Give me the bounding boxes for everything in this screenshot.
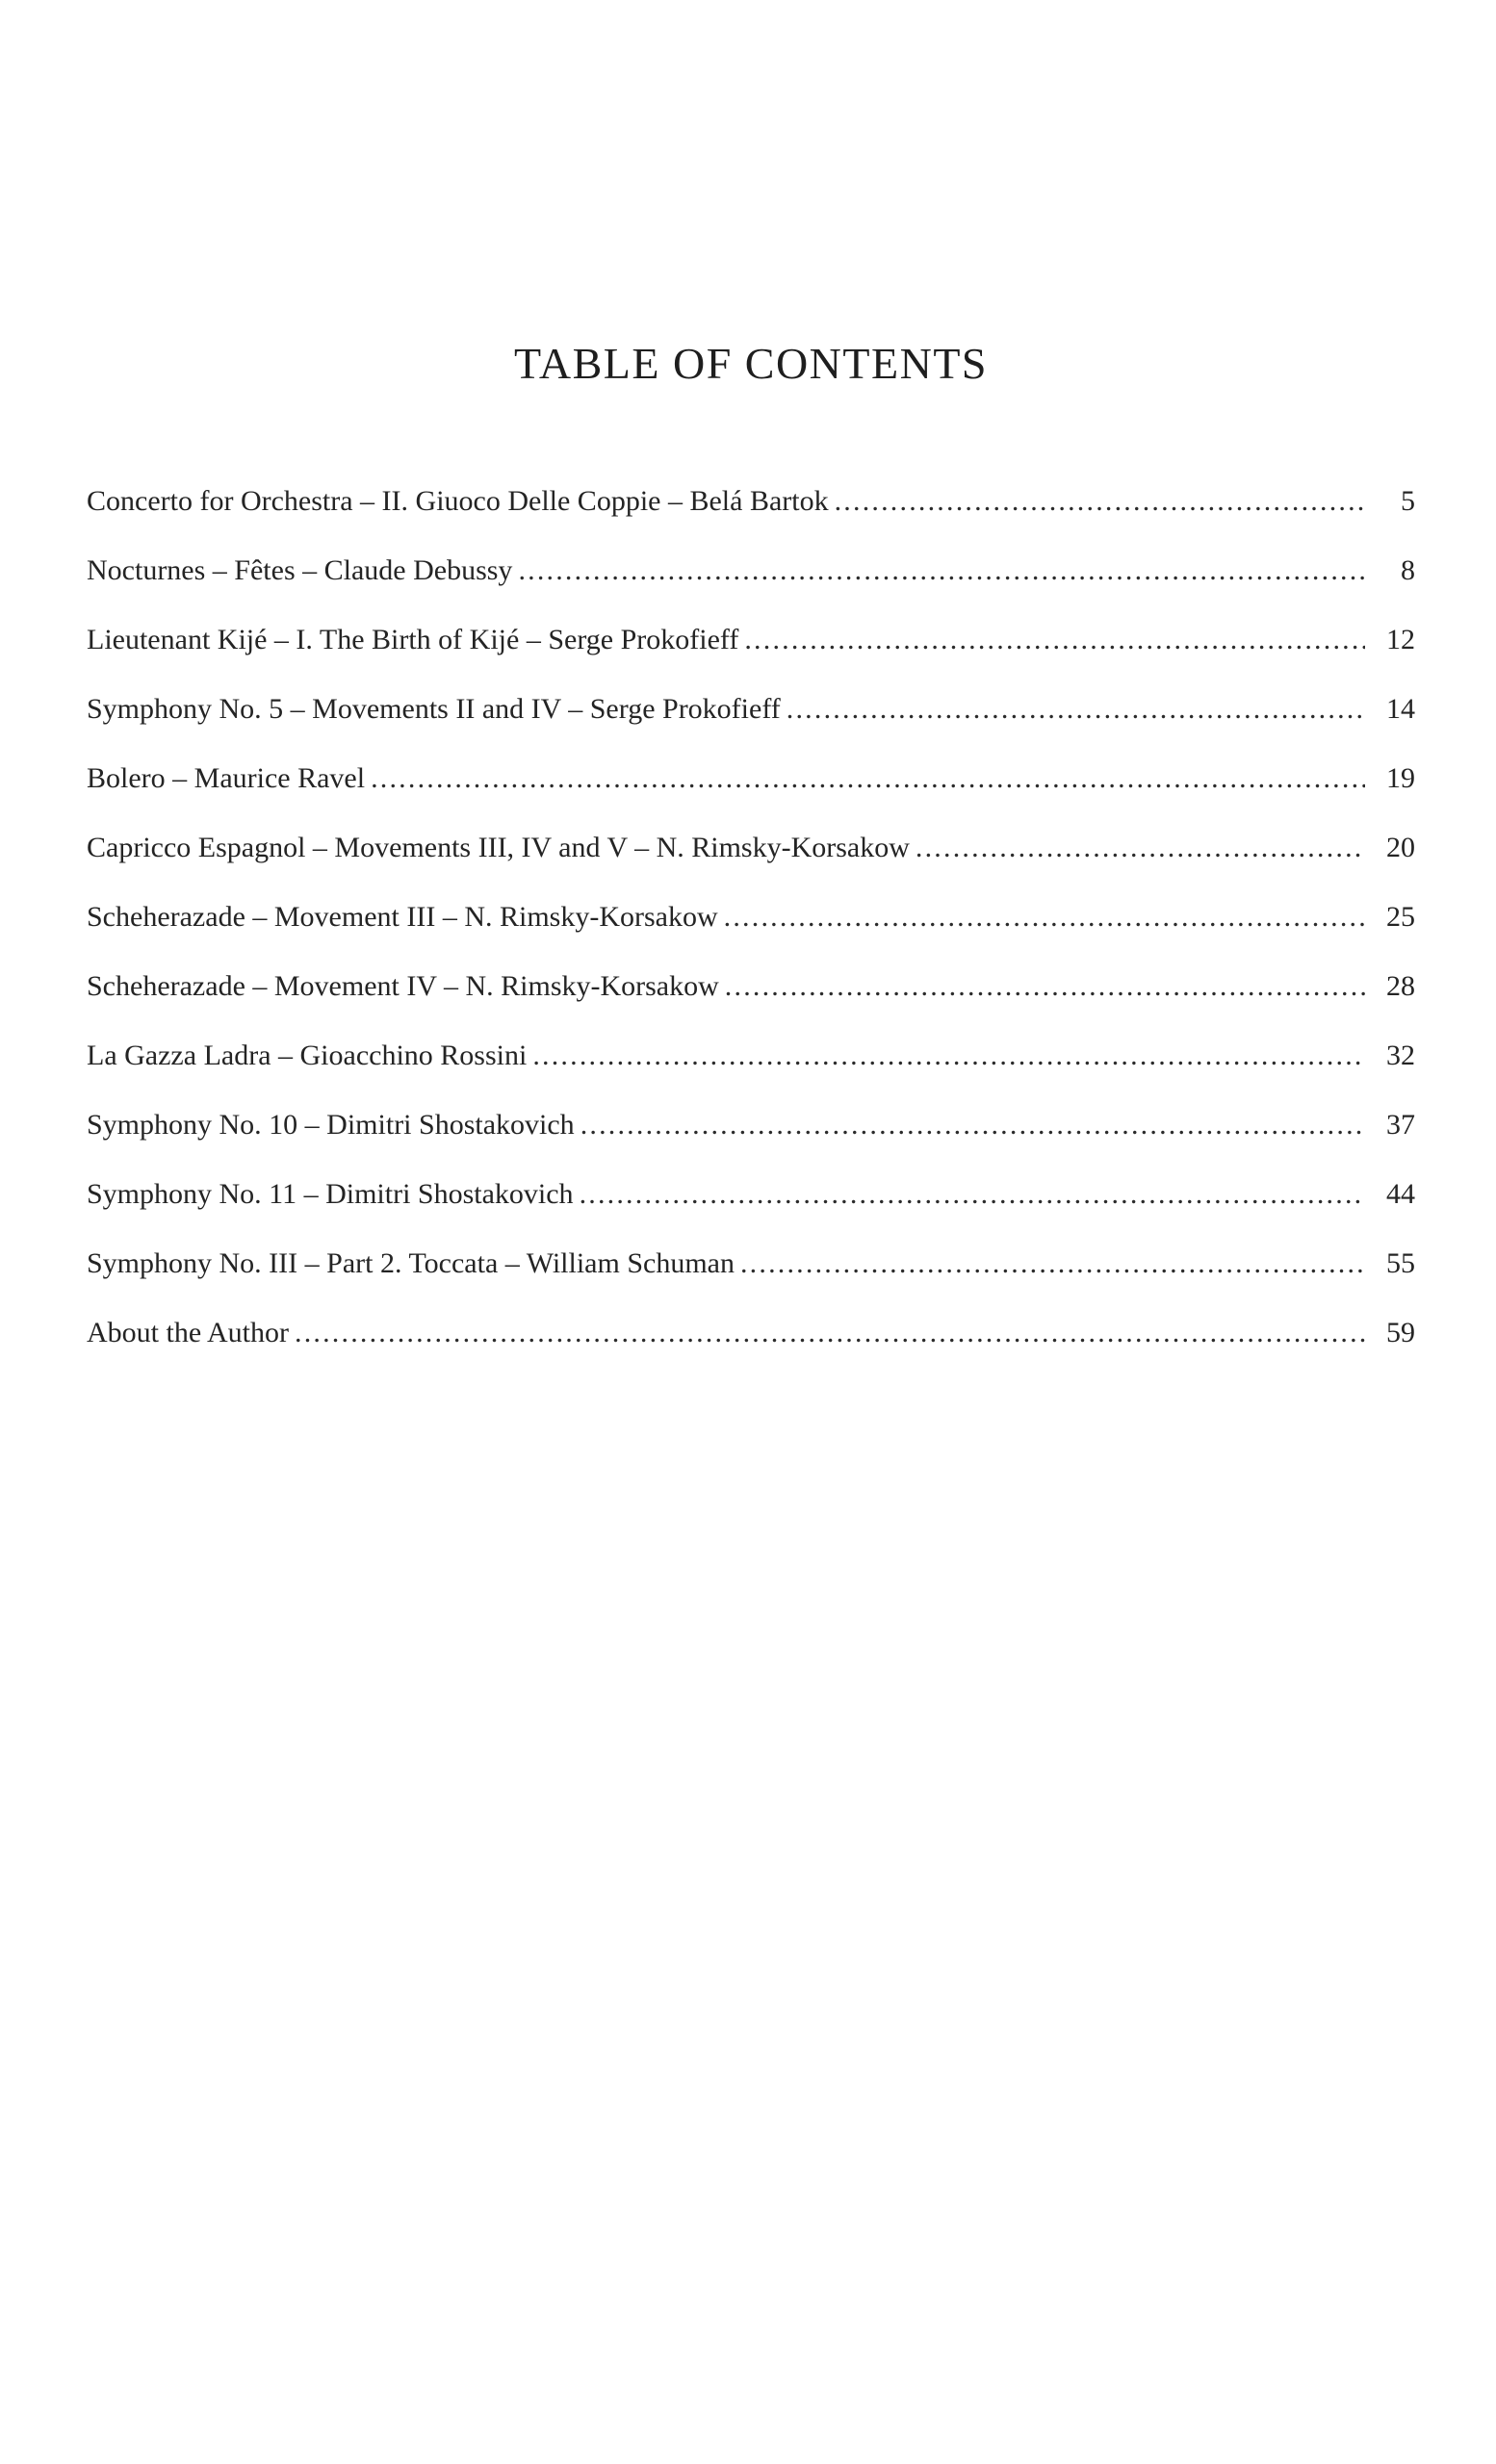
dot-leader [781, 693, 1365, 726]
dot-leader [910, 832, 1365, 864]
page-number: 55 [1386, 1247, 1415, 1280]
entry-title: Concerto for Orchestra – II. Giuoco Delle Coppie – Belá Bartok [87, 485, 829, 518]
page-number: 12 [1386, 624, 1415, 656]
page-number: 59 [1386, 1317, 1415, 1349]
entry-title: La Gazza Ladra – Gioacchino Rossini [87, 1040, 528, 1072]
dot-leader [512, 554, 1365, 587]
toc-row [87, 762, 1415, 832]
dot-leader [365, 762, 1365, 795]
page-number: 5 [1401, 485, 1415, 518]
toc-row [87, 970, 1415, 1040]
page-number: 19 [1386, 762, 1415, 795]
entry-title: Scheherazade – Movement III – N. Rimsky-Korsakow [87, 901, 718, 934]
entry-title: Lieutenant Kijé – I. The Birth of Kijé – Serge Prokofieff [87, 624, 739, 656]
toc-row [87, 1247, 1415, 1317]
toc-row [87, 1109, 1415, 1178]
dot-leader [829, 485, 1365, 518]
toc-row [87, 1040, 1415, 1109]
document-page [87, 0, 1415, 1386]
toc-row [87, 901, 1415, 970]
page-number: 37 [1386, 1109, 1415, 1142]
page-number: 28 [1386, 970, 1415, 1003]
dot-leader [719, 970, 1365, 1003]
page-number: 20 [1386, 832, 1415, 864]
toc-row [87, 624, 1415, 693]
page-number: 14 [1386, 693, 1415, 726]
entry-title: Capricco Espagnol – Movements III, IV and V – N. Rimsky-Korsakow [87, 832, 910, 864]
dot-leader [718, 901, 1365, 934]
entry-title: Symphony No. 10 – Dimitri Shostakovich [87, 1109, 575, 1142]
page-number: 32 [1386, 1040, 1415, 1072]
page-number: 44 [1386, 1178, 1415, 1211]
dot-leader [735, 1247, 1365, 1280]
toc-row [87, 1178, 1415, 1247]
entry-title: About the Author [87, 1317, 289, 1349]
toc-row [87, 832, 1415, 901]
dot-leader [575, 1109, 1365, 1142]
dot-leader [289, 1317, 1365, 1349]
toc-row [87, 693, 1415, 762]
toc-row [87, 554, 1415, 624]
toc-row [87, 1317, 1415, 1386]
entry-title: Bolero – Maurice Ravel [87, 762, 366, 795]
page-title: TABLE OF CONTENTS [513, 339, 989, 388]
toc-list [87, 485, 1415, 1386]
toc-row [87, 485, 1415, 554]
dot-leader [574, 1178, 1365, 1211]
entry-title: Symphony No. III – Part 2. Toccata – William Schuman [87, 1247, 735, 1280]
dot-leader [738, 624, 1365, 656]
entry-title: Symphony No. 5 – Movements II and IV – Serge Prokofieff [87, 693, 781, 726]
page-number: 8 [1401, 554, 1415, 587]
entry-title: Nocturnes – Fêtes – Claude Debussy [87, 554, 513, 587]
entry-title: Symphony No. 11 – Dimitri Shostakovich [87, 1178, 574, 1211]
page-number: 25 [1386, 901, 1415, 934]
dot-leader [527, 1040, 1365, 1072]
entry-title: Scheherazade – Movement IV – N. Rimsky-Korsakow [87, 970, 719, 1003]
